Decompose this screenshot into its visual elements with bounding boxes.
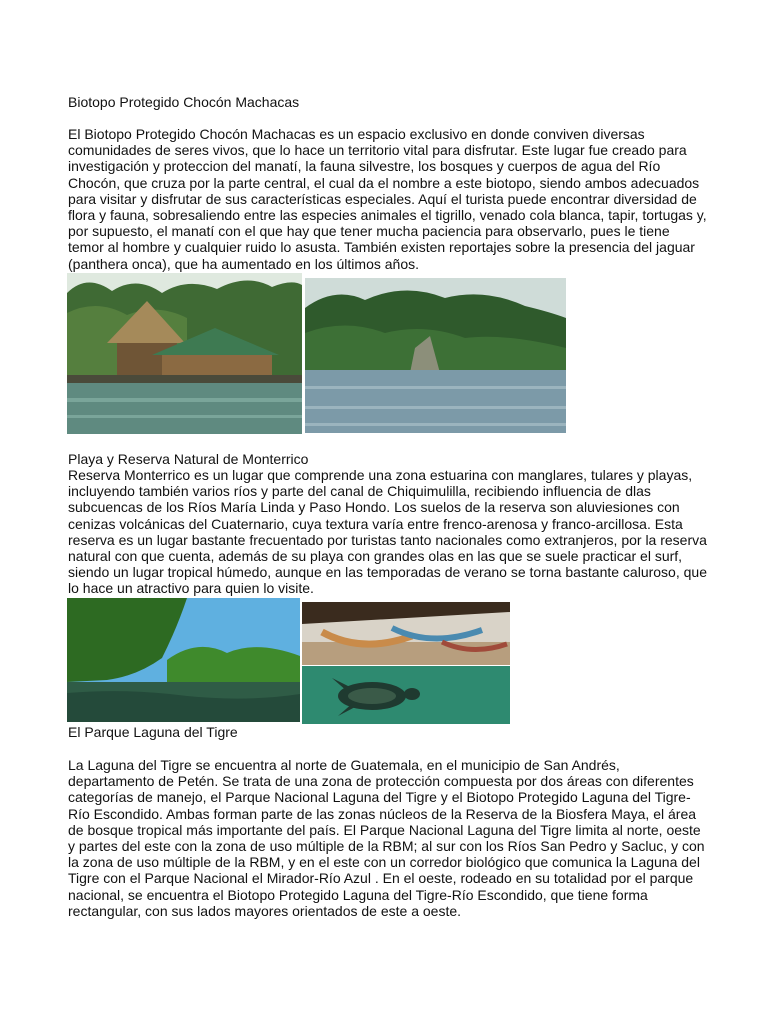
thatched-huts-on-river-photo [67, 273, 302, 434]
section-body-laguna-tigre: La Laguna del Tigre se encuentra al norte de Guatemala, en el municipio de San Andrés, departamento de Petén. Se trata de una zona de protección compuesta por dos áreas con diferentes categorías de manejo, el Parque Nacional Laguna del Tigre y el Biotopo Protegido Laguna del Tigre-Río Escondido. Ambas forman parte de las zonas núcleos de la Reserva de la Biosfera Maya, el área de bosque tropical más importante del país. El Parque Nacional Laguna del Tigre limita al norte, oeste y partes del este con la zona de uso múltiple de la RBM; al sur con los Ríos San Pedro y Sacluc, y con la zona de uso múltiple de la RBM, y en el este con un corredor biológico que comunica la Laguna del Tigre con el Parque Nacional el Mirador-Río Azul . En el oeste, rodeado en su totalidad por el parque nacional, se encuentra el Biotopo Protegido Laguna del Tigre-Río Escondido, que tiene forma rectangular, con sus lados mayores orientados de este a oeste. [68, 757, 705, 919]
section-title-laguna-tigre: El Parque Laguna del Tigre [68, 724, 238, 740]
mangrove-lagoon-photo [67, 598, 300, 722]
section-title-chocon: Biotopo Protegido Chocón Machacas [68, 94, 300, 110]
section-body-monterrico: Reserva Monterrico es un lugar que comprende una zona estuarina con manglares, tulares y playas, incluyendo también varios ríos y parte del canal de Chiquimulilla, recibiendo influencia de dlas subcuencas de los Ríos María Linda y Paso Hondo. Los suelos de la reserva son aluviesiones con cenizas volcánicas del Cuaternario, cuya textura varía entre frenco-arenosa y franco-arcillosa. Esta reserva es un lugar bastante frecuentado por turistas tanto nacionales como extranjeros, por la reserva natural con que cuenta, además de su playa con grandes olas en las que se suele practicar el surf, siendo un lugar tropical húmedo, aunque en las temporadas de verano se torna bastante caluroso, que lo hace un atractivo para quien lo visite. [68, 467, 707, 597]
section-title-monterrico: Playa y Reserva Natural de Monterrico [68, 451, 309, 467]
section-body-chocon: El Biotopo Protegido Chocón Machacas es un espacio exclusivo en donde conviven diversas comunidades de seres vivos, que lo hace un territorio vital para disfrutar. Este lugar fue creado para investigación y proteccion del manatí, la fauna silvestre, los bosques y cuerpos de agua del Río Chocón, que cruza por la parte central, el cual da el nombre a este biotopo, siendo ambos adecuados para visitar y disfrutar de sus características especiales. Aquí el turista puede encontrar diversidad de flora y fauna, sobresaliendo entre las especies animales el tigrillo, venado cola blanca, tapir, tortugas y, por supuesto, el manatí con el que hay que tener mucha paciencia para observarlo, pues le tiene temor al hombre y cualquier ruido lo asusta. También existen reportajes sobre la presencia del jaguar (panthera onca), que ha aumentado en los últimos años. [68, 126, 707, 272]
sea-turtle-underwater-photo [302, 666, 510, 724]
beach-hammocks-photo [302, 602, 510, 665]
forested-river-bank-photo [305, 278, 566, 433]
